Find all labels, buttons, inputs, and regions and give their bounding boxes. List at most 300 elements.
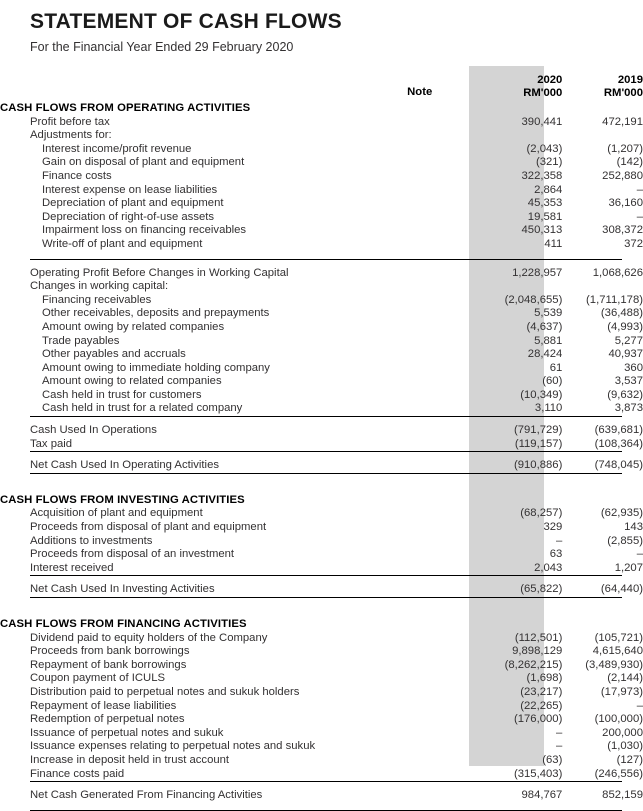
row-label: Cash held in trust for customers: [42, 388, 202, 401]
row-gap: [456, 375, 485, 389]
row-value-2019: (17,973): [600, 685, 643, 698]
row-gap: [456, 645, 485, 659]
table-row: [0, 184, 643, 198]
row-value-2020: 19,581: [527, 210, 563, 223]
row-note: [384, 362, 456, 376]
row-label: Finance costs paid: [30, 767, 125, 780]
row-note: [384, 438, 456, 452]
column-header-2019-year: 2019: [617, 74, 643, 86]
row-value-2019: –: [636, 183, 643, 196]
column-header-2019: [562, 62, 643, 102]
section-heading-y19-cell: [562, 102, 643, 116]
row-gap: [456, 280, 485, 294]
row-note: [384, 672, 456, 686]
header-spacer: [0, 62, 384, 102]
row-note: [384, 740, 456, 754]
row-note: [384, 459, 456, 473]
row-label: Financing receivables: [42, 293, 152, 306]
table-row: [0, 521, 643, 535]
row-value-2020: (910,886): [513, 459, 563, 472]
row-gap: [456, 548, 485, 562]
row-gap: [456, 686, 485, 700]
row-gap: [456, 672, 485, 686]
section-heading-text: CASH FLOWS FROM OPERATING ACTIVITIES: [0, 102, 251, 114]
row-value-2020: 411: [544, 237, 563, 250]
row-value-2020: 3,110: [534, 402, 563, 415]
table-row: [0, 789, 643, 803]
row-label: Proceeds from bank borrowings: [30, 645, 190, 658]
section-heading: [0, 102, 384, 116]
row-gap: [456, 211, 485, 225]
row-note: [384, 184, 456, 198]
row-gap: [456, 321, 485, 335]
row-note: [384, 727, 456, 741]
table-row: [0, 375, 643, 389]
table-row: [0, 307, 643, 321]
section-gap: [0, 474, 643, 494]
table-row: [0, 211, 643, 225]
spacer-cell: [0, 417, 643, 424]
row-value-2020: 63: [549, 548, 563, 561]
row-note: [384, 156, 456, 170]
row-note: [384, 307, 456, 321]
row-note: [384, 143, 456, 157]
section-gap: [0, 452, 643, 459]
row-value-2019: (36,488): [600, 307, 643, 320]
table-row: [0, 768, 643, 782]
row-note: [384, 424, 456, 438]
table-row: [0, 562, 643, 576]
table-row: [0, 116, 643, 130]
row-value-2020: 5,881: [534, 334, 563, 347]
section-heading-gap-cell: [456, 618, 485, 632]
row-gap: [456, 348, 485, 362]
row-note: [384, 632, 456, 646]
row-value-2019: (3,489,930): [585, 658, 643, 671]
section-gap: [0, 252, 643, 259]
row-label: Repayment of lease liabilities: [30, 699, 177, 712]
table-row: [0, 535, 643, 549]
row-label: Finance costs: [42, 169, 112, 182]
row-note: [384, 562, 456, 576]
row-label: Repayment of bank borrowings: [30, 658, 187, 671]
row-value-2019: –: [636, 210, 643, 223]
section-heading-row: [0, 618, 643, 632]
row-value-2020: (60): [542, 375, 563, 388]
row-value-2020: [485, 280, 563, 294]
row-label: Issuance of perpetual notes and sukuk: [30, 726, 224, 739]
row-value-2020: (22,265): [520, 699, 563, 712]
section-gap: [0, 803, 643, 810]
row-value-2019: (100,000): [594, 713, 643, 726]
table-row: [0, 645, 643, 659]
row-label: Amount owing to related companies: [42, 375, 222, 388]
row-label: Operating Profit Before Changes in Working Capital: [30, 266, 289, 279]
column-header-2020-year: 2020: [537, 74, 563, 86]
cash-flow-table-wrapper: [0, 62, 643, 811]
spacer-cell: [0, 576, 643, 583]
row-gap: [456, 789, 485, 803]
column-header-2020-unit: RM'000: [523, 87, 563, 99]
row-label: Net Cash Used In Operating Activities: [30, 459, 219, 472]
table-row: [0, 402, 643, 416]
row-label: Net Cash Used In Investing Activities: [30, 583, 215, 596]
row-gap: [456, 170, 485, 184]
column-header-2019-unit: RM'000: [603, 87, 643, 99]
row-note: [384, 754, 456, 768]
section-heading-note-cell: [384, 102, 456, 116]
row-label: Depreciation of plant and equipment: [42, 197, 224, 210]
row-note: [384, 583, 456, 597]
row-value-2020: –: [556, 740, 563, 753]
row-gap: [456, 768, 485, 782]
row-note: [384, 294, 456, 308]
row-note: [384, 535, 456, 549]
row-note: [384, 348, 456, 362]
table-row: [0, 713, 643, 727]
spacer-cell: [0, 474, 643, 494]
row-value-2019: (2,855): [607, 534, 643, 547]
spacer-cell: [0, 252, 643, 259]
column-header-note: Note: [407, 86, 433, 99]
row-gap: [456, 700, 485, 714]
row-note: [384, 129, 456, 143]
section-heading: [0, 618, 384, 632]
row-value-2020: –: [556, 534, 563, 547]
row-label: Impairment loss on financing receivables: [42, 224, 247, 237]
row-value-2020: (2,048,655): [504, 293, 563, 306]
table-header-row: [0, 62, 643, 102]
section-heading-y20-cell: [485, 618, 563, 632]
row-value-2019: (2,144): [607, 672, 643, 685]
row-value-2020: (23,217): [520, 685, 563, 698]
section-heading-note-cell: [384, 618, 456, 632]
row-label: Write-off of plant and equipment: [42, 237, 203, 250]
column-header-2020: [485, 62, 563, 102]
row-value-2020: 2,043: [534, 561, 563, 574]
row-value-2020: 28,424: [527, 348, 563, 361]
section-heading-y19-cell: [562, 494, 643, 508]
spacer-cell: [0, 260, 643, 267]
row-label: Profit before tax: [30, 115, 110, 128]
row-value-2019: 360: [624, 361, 643, 374]
row-label: Gain on disposal of plant and equipment: [42, 156, 245, 169]
row-note: [384, 645, 456, 659]
row-value-2020: 5,539: [534, 307, 563, 320]
cash-flow-table: [0, 62, 643, 811]
row-value-2019: (1,711,178): [586, 293, 643, 306]
row-value-2020: (8,262,215): [504, 658, 563, 671]
row-gap: [456, 727, 485, 741]
row-gap: [456, 659, 485, 673]
row-value-2020: (63): [542, 753, 563, 766]
row-gap: [456, 143, 485, 157]
table-row: [0, 424, 643, 438]
row-label: Changes in working capital:: [30, 280, 169, 293]
spacer-cell: [0, 782, 643, 789]
row-note: [384, 713, 456, 727]
table-row: [0, 700, 643, 714]
table-row: [0, 583, 643, 597]
row-label: Cash Used In Operations: [30, 424, 157, 437]
row-value-2019: (62,935): [600, 507, 643, 520]
row-label: Depreciation of right-of-use assets: [42, 210, 215, 223]
row-value-2020: 9,898,129: [512, 645, 563, 658]
table-row: [0, 267, 643, 281]
row-label: Redemption of perpetual notes: [30, 713, 185, 726]
row-note: [384, 211, 456, 225]
row-value-2020: –: [556, 726, 563, 739]
row-value-2020: (119,157): [514, 437, 563, 450]
row-note: [384, 335, 456, 349]
table-row: [0, 672, 643, 686]
row-gap: [456, 116, 485, 130]
row-value-2019: (105,721): [594, 631, 643, 644]
row-value-2020: (112,501): [514, 631, 563, 644]
row-value-2019: 308,372: [602, 224, 643, 237]
table-row: [0, 438, 643, 452]
row-value-2020: (4,637): [526, 320, 563, 333]
row-gap: [456, 754, 485, 768]
row-value-2019: (108,364): [594, 437, 643, 450]
row-note: [384, 521, 456, 535]
table-row: [0, 740, 643, 754]
row-gap: [456, 307, 485, 321]
row-note: [384, 700, 456, 714]
row-label: Cash held in trust for a related company: [42, 402, 243, 415]
section-heading-y20-cell: [485, 102, 563, 116]
row-gap: [456, 362, 485, 376]
row-value-2019: (4,993): [607, 320, 643, 333]
row-value-2020: (10,349): [520, 388, 563, 401]
row-value-2020: [485, 129, 563, 143]
row-label: Amount owing by related companies: [42, 320, 225, 333]
table-row: [0, 294, 643, 308]
row-note: [384, 238, 456, 252]
row-value-2019: 1,068,626: [592, 266, 643, 279]
row-gap: [456, 438, 485, 452]
row-note: [384, 768, 456, 782]
row-note: [384, 321, 456, 335]
row-note: [384, 402, 456, 416]
table-row: [0, 507, 643, 521]
row-value-2019: 852,159: [602, 789, 643, 802]
row-gap: [456, 583, 485, 597]
row-gap: [456, 335, 485, 349]
row-value-2019: (9,632): [607, 388, 643, 401]
section-heading-y19-cell: [562, 618, 643, 632]
row-note: [384, 389, 456, 403]
table-row: [0, 389, 643, 403]
row-note: [384, 507, 456, 521]
row-note: [384, 267, 456, 281]
row-label: Proceeds from disposal of an investment: [30, 548, 235, 561]
row-label: Adjustments for:: [30, 129, 112, 142]
section-heading-text: CASH FLOWS FROM FINANCING ACTIVITIES: [0, 618, 247, 630]
row-gap: [456, 632, 485, 646]
row-label: Other payables and accruals: [42, 348, 186, 361]
row-label: Amount owing to immediate holding company: [42, 361, 270, 374]
table-row: [0, 238, 643, 252]
row-gap: [456, 224, 485, 238]
page-title: STATEMENT OF CASH FLOWS: [30, 10, 342, 33]
row-gap: [456, 294, 485, 308]
row-value-2020: 322,358: [521, 169, 563, 182]
spacer-cell: [0, 803, 643, 810]
table-row: [0, 321, 643, 335]
row-value-2019: (246,556): [594, 767, 643, 780]
section-heading-text: CASH FLOWS FROM INVESTING ACTIVITIES: [0, 493, 245, 506]
table-row: [0, 170, 643, 184]
table-row: [0, 727, 643, 741]
row-label: Other receivables, deposits and prepayments: [42, 307, 270, 320]
row-value-2019: 472,191: [602, 115, 643, 128]
row-value-2019: –: [636, 699, 643, 712]
row-value-2020: (2,043): [526, 142, 563, 155]
section-heading-row: [0, 494, 643, 508]
row-value-2019: (1,030): [607, 740, 643, 753]
row-value-2019: 4,615,640: [592, 645, 643, 658]
row-gap: [456, 129, 485, 143]
row-value-2020: (68,257): [520, 507, 563, 520]
row-label: Interest expense on lease liabilities: [42, 183, 218, 196]
row-label: Additions to investments: [30, 534, 153, 547]
row-value-2020: 2,864: [534, 183, 563, 196]
row-value-2020: 329: [543, 521, 563, 534]
section-gap: [0, 417, 643, 424]
row-value-2019: 1,207: [614, 561, 643, 574]
table-row: [0, 335, 643, 349]
row-gap: [456, 740, 485, 754]
row-label: Issuance expenses relating to perpetual notes and sukuk: [30, 740, 316, 753]
row-gap: [456, 459, 485, 473]
row-label: Increase in deposit held in trust account: [30, 753, 230, 766]
section-heading-note-cell: [384, 494, 456, 508]
section-heading-row: [0, 102, 643, 116]
row-value-2019: 36,160: [608, 197, 643, 210]
spacer-cell: [0, 452, 643, 459]
row-value-2019: [562, 129, 643, 143]
row-value-2020: (315,403): [513, 767, 563, 780]
section-heading-gap-cell: [456, 102, 485, 116]
row-gap: [456, 562, 485, 576]
row-note: [384, 659, 456, 673]
section-heading: [0, 494, 384, 508]
row-value-2019: (639,681): [594, 424, 643, 437]
section-gap: [0, 598, 643, 618]
section-gap: [0, 576, 643, 583]
row-label: Acquisition of plant and equipment: [30, 507, 203, 520]
row-label: Proceeds from disposal of plant and equipment: [30, 521, 267, 534]
table-row: [0, 659, 643, 673]
row-label: Net Cash Generated From Financing Activities: [30, 789, 263, 802]
row-label: Distribution paid to perpetual notes and sukuk holders: [30, 685, 300, 698]
row-value-2020: (176,000): [513, 713, 563, 726]
row-note: [384, 116, 456, 130]
table-row: [0, 754, 643, 768]
row-value-2020: 390,441: [521, 115, 563, 128]
table-row: [0, 459, 643, 473]
table-row: [0, 129, 643, 143]
row-gap: [456, 184, 485, 198]
row-gap: [456, 402, 485, 416]
table-row: [0, 156, 643, 170]
row-note: [384, 548, 456, 562]
row-value-2020: (321): [535, 156, 563, 169]
table-row: [0, 197, 643, 211]
section-heading-y20-cell: [485, 494, 563, 508]
row-value-2020: (65,822): [520, 583, 563, 596]
row-label: Interest income/profit revenue: [42, 142, 192, 155]
row-note: [384, 280, 456, 294]
row-note: [384, 375, 456, 389]
row-value-2019: (127): [616, 753, 643, 766]
row-value-2020: 45,353: [527, 197, 563, 210]
row-value-2019: 252,880: [602, 169, 643, 182]
row-label: Dividend paid to equity holders of the Company: [30, 631, 268, 644]
cash-flow-table-body: [0, 62, 643, 811]
row-value-2020: (791,729): [513, 424, 563, 437]
section-gap: [0, 782, 643, 789]
row-value-2019: 3,873: [614, 402, 643, 415]
row-note: [384, 197, 456, 211]
row-value-2019: 40,937: [608, 348, 643, 361]
row-gap: [456, 424, 485, 438]
row-value-2019: (1,207): [607, 142, 643, 155]
row-value-2020: 450,313: [521, 224, 563, 237]
row-value-2019: (64,440): [600, 583, 643, 596]
row-gap: [456, 535, 485, 549]
row-value-2020: 1,228,957: [512, 266, 563, 279]
section-heading-gap-cell: [456, 494, 485, 508]
row-gap: [456, 267, 485, 281]
row-value-2019: 5,277: [614, 334, 643, 347]
row-label: Trade payables: [42, 334, 120, 347]
row-value-2020: 61: [549, 361, 563, 374]
table-row: [0, 632, 643, 646]
row-value-2019: 143: [624, 521, 643, 534]
row-gap: [456, 521, 485, 535]
row-value-2019: –: [636, 548, 643, 561]
row-gap: [456, 238, 485, 252]
row-label: Tax paid: [30, 437, 73, 450]
row-gap: [456, 507, 485, 521]
spacer-cell: [0, 598, 643, 618]
row-gap: [456, 389, 485, 403]
row-value-2019: [562, 280, 643, 294]
header-gap: [456, 62, 485, 102]
row-value-2020: 984,767: [521, 789, 563, 802]
table-row: [0, 280, 643, 294]
row-value-2019: 200,000: [602, 726, 643, 739]
row-note: [384, 686, 456, 700]
row-value-2019: (748,045): [594, 459, 643, 472]
section-gap: [0, 260, 643, 267]
row-gap: [456, 197, 485, 211]
row-note: [384, 224, 456, 238]
table-row: [0, 348, 643, 362]
row-value-2019: 3,537: [614, 375, 643, 388]
page-subtitle: For the Financial Year Ended 29 February 2020: [30, 40, 294, 54]
row-gap: [456, 156, 485, 170]
row-value-2020: (1,698): [526, 672, 563, 685]
row-value-2019: 372: [624, 237, 643, 250]
row-label: Interest received: [30, 561, 114, 574]
table-row: [0, 362, 643, 376]
table-row: [0, 143, 643, 157]
row-note: [384, 170, 456, 184]
row-note: [384, 789, 456, 803]
